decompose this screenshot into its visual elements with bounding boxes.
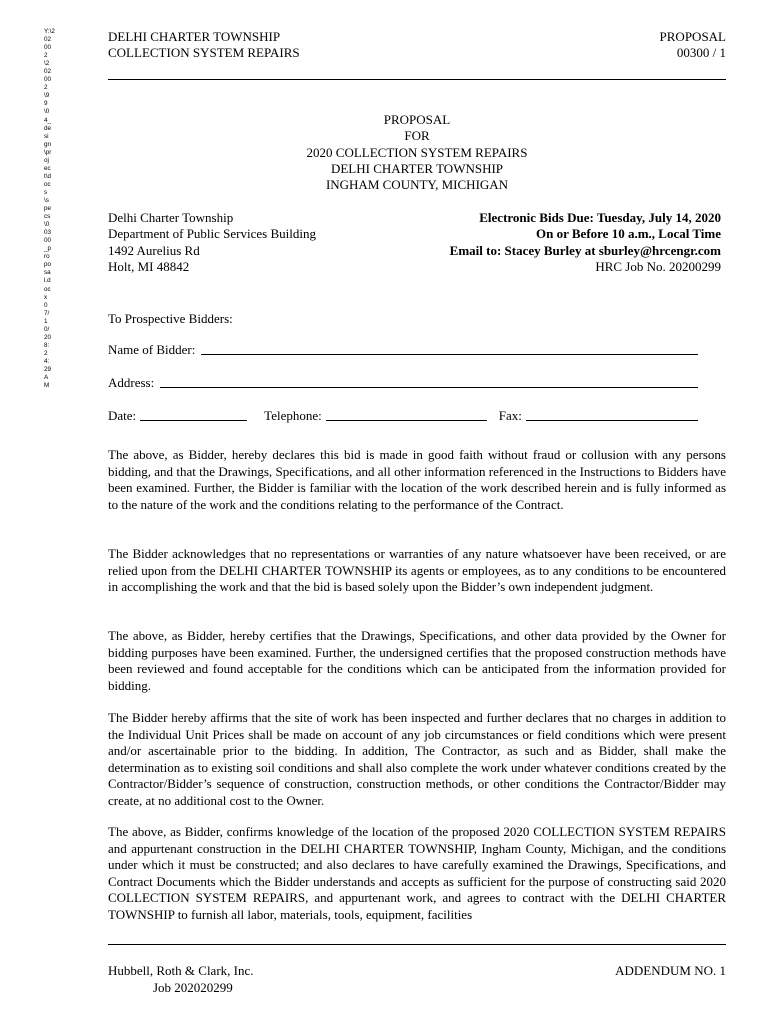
address-field[interactable] (160, 375, 698, 388)
running-header-right (660, 29, 726, 61)
title-line: 2020 COLLECTION SYSTEM REPAIRS (306, 144, 528, 160)
footer-left (108, 962, 254, 996)
date-label: Date: (108, 408, 137, 423)
bid-info-block (450, 210, 721, 275)
footer-company: Hubbell, Roth & Clark, Inc. (108, 963, 254, 978)
contact-row (108, 408, 698, 424)
footer-job: Job 202020299 (153, 980, 233, 995)
salutation-row (108, 311, 698, 327)
address-line: Delhi Charter Township (108, 210, 234, 225)
address-line: Department of Public Services Building (108, 226, 316, 242)
title-line: DELHI CHARTER TOWNSHIP (330, 160, 504, 176)
bidder-name-label: Name of Bidder: (108, 342, 196, 357)
fax-label: Fax: (498, 408, 522, 423)
fax-field[interactable] (526, 408, 698, 421)
address-line: Holt, MI 48842 (108, 258, 190, 274)
footer-addendum: ADDENDUM NO. 1 (615, 963, 726, 978)
owner-address-block (108, 210, 316, 275)
address-label: Address: (108, 375, 155, 390)
running-header-left (108, 29, 300, 61)
telephone-field[interactable] (326, 408, 487, 421)
bid-email: Email to: Stacey Burley at sburley@hrcengr.com (449, 242, 721, 258)
paragraph-site-inspected: The Bidder hereby affirms that the site of work has been inspected and further declares that no charges in addition to the Individual Unit Prices shall be made on account of any job circumstances or field conditions which were present and/or ascertainable prior to the bidding. In addition, The Contractor, as such and as Bidder, shall make the determination as to existing soil conditions and shall also complete the work under whatever conditions created by the Contractor/Bidder’s sequence of construction, construction methods, or other conditions the Contractor/Bidder may create, at no additional cost to the Owner. (108, 710, 726, 808)
bidder-name-field[interactable] (201, 342, 698, 355)
header-project: COLLECTION SYSTEM REPAIRS (108, 45, 300, 60)
header-section: PROPOSAL (659, 29, 726, 44)
bidder-name-row (108, 342, 698, 358)
paragraph-no-representations: The Bidder acknowledges that no representations or warranties of any nature whatsoever have been received, or are relied upon from the DELHI CHARTER TOWNSHIP its agents or employees, as to any conditions to be encountered in accomplishing the work and that the bid is based solely upon the Bidder’s own independent judgment. (108, 546, 726, 594)
file-path-margin-text: Y:\202002\202002\99\04_design\project\docs\specs\00300_proposal.docx 07/10/20 8:24:29 AM (44, 28, 55, 390)
footer-rule (108, 944, 726, 945)
paragraph-location-knowledge: The above, as Bidder, confirms knowledge of the location of the proposed 2020 COLLECTION SYSTEM REPAIRS and appurtenant construction in the DELHI CHARTER TOWNSHIP, Ingham County, Michigan, and the conditions under which it must be constructed; and also declares to have carefully examined the Drawings, Specifications, and Contract Documents which the Bidder understands and accepts as sufficient for the purpose of constructing said 2020 COLLECTION SYSTEM REPAIRS, and appurtenant work, and agrees to contract with the DELHI CHARTER TOWNSHIP to furnish all labor, materials, tools, equipment, facilities (108, 824, 726, 922)
telephone-label: Telephone: (264, 408, 322, 423)
address-row (108, 375, 698, 391)
address-line: 1492 Aurelius Rd (108, 242, 200, 258)
header-rule (108, 79, 726, 80)
paragraph-good-faith: The above, as Bidder, hereby declares this bid is made in good faith without fraud or collusion with any persons bidding, and that the Drawings, Specifications, and all other information referenced in the Instructions to Bidders have been examined. Further, the Bidder is familiar with the location of the work described herein and is fully informed as to the nature of the work and the conditions relating to the performance of the Contract. (108, 447, 726, 512)
bid-due-time: On or Before 10 a.m., Local Time (536, 226, 721, 242)
paragraph-drawings-certified: The above, as Bidder, hereby certifies that the Drawings, Specifications, and other data provided by the Owner for bidding purposes have been examined. Further, the undersigned certifies that the proposed construction methods have been reviewed and found acceptable for the conditions which can be anticipated from the information provided for bidding. (108, 628, 726, 693)
hrc-job-number: HRC Job No. 20200299 (595, 258, 721, 274)
header-township: DELHI CHARTER TOWNSHIP (108, 29, 281, 44)
title-line: INGHAM COUNTY, MICHIGAN (325, 177, 509, 193)
document-title (108, 112, 726, 193)
header-page-number: 00300 / 1 (676, 45, 726, 60)
bid-due-date: Electronic Bids Due: Tuesday, July 14, 2020 (479, 210, 721, 225)
date-field[interactable] (140, 408, 247, 421)
title-line: FOR (404, 128, 430, 144)
title-line: PROPOSAL (383, 112, 451, 127)
salutation: To Prospective Bidders: (108, 311, 233, 326)
